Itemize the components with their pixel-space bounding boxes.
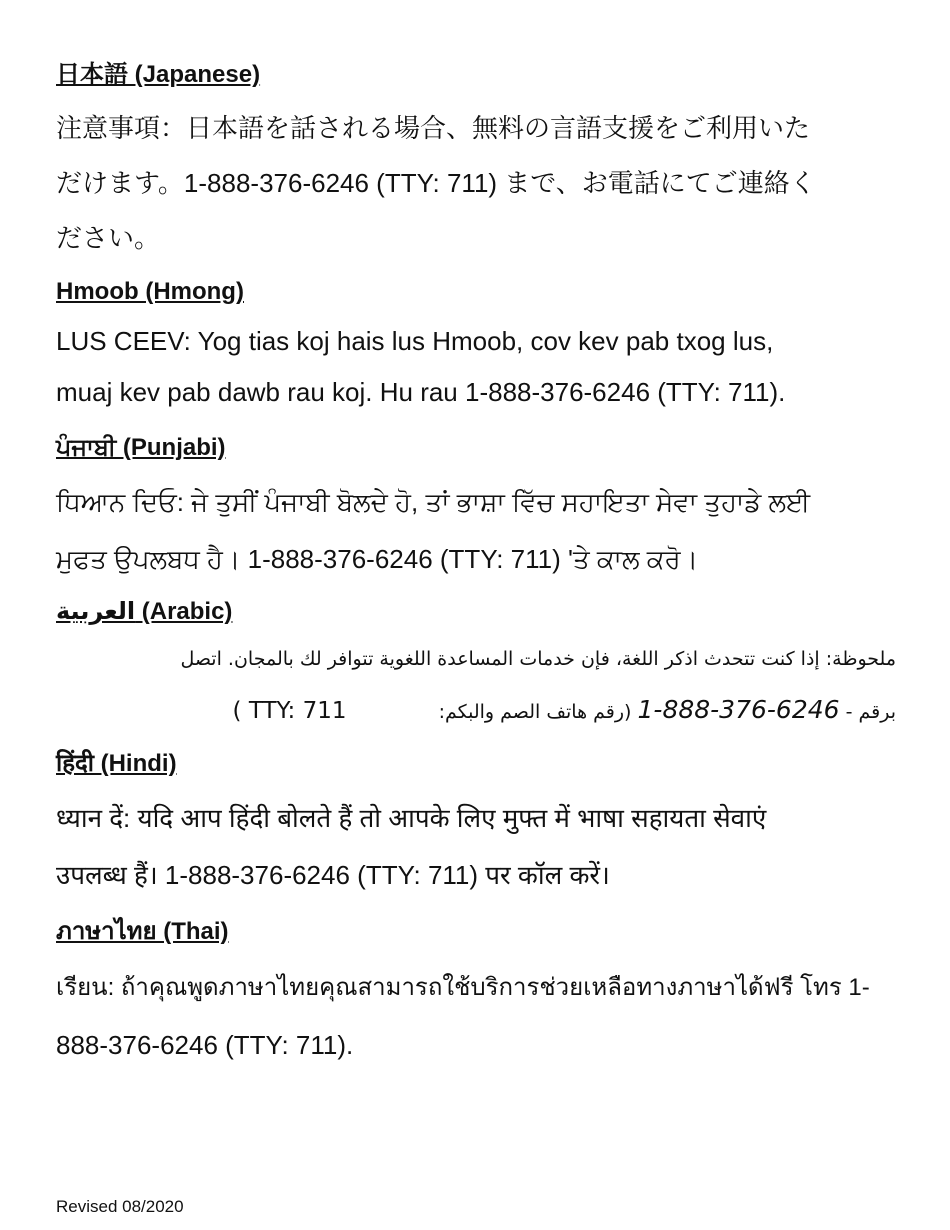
thai-line-2: 888-376-6246 (TTY: 711). <box>56 1030 354 1060</box>
heading-thai: ภาษาไทย (Thai) <box>56 918 229 945</box>
heading-japanese: 日本語 (Japanese) <box>56 61 261 88</box>
arabic-phone-number: 1-888-376-6246 <box>637 695 840 724</box>
arabic-tty-label: (رقم هاتف الصم والبكم: <box>438 701 632 723</box>
arabic-tty-number: ( TTY: 711 <box>232 698 347 724</box>
heading-hmong: Hmoob (Hmong) <box>56 278 244 305</box>
japanese-line-3: ださい。 <box>56 223 161 253</box>
heading-arabic: العربية (Arabic) <box>56 598 233 625</box>
arabic-line-1: ملحوظة: إذا كنت تتحدث اذكر اللغة، فإن خدمات المساعدة اللغوية تتوافر لك بالمجان. اتصل <box>180 648 896 670</box>
heading-hindi: हिंदी (Hindi) <box>56 750 177 777</box>
arabic-line-2 <box>233 695 896 727</box>
thai-line-1: เรียน: ถ้าคุณพูดภาษาไทยคุณสามารถใช้บริการช่วยเหลือทางภาษาได้ฟรี โทร 1- <box>56 974 870 1001</box>
punjabi-line-2: ਮੁਫਤ ਉਪਲਬਧ ਹੈ। 1-888-376-6246 (TTY: 711) 'ਤੇ ਕਾਲ ਕਰੋ। <box>56 544 699 574</box>
hmong-line-2: muaj kev pab dawb rau koj. Hu rau 1-888-376-6246 (TTY: 711). <box>56 377 786 407</box>
hindi-line-1: ध्यान दें: यदि आप हिंदी बोलते हैं तो आपके लिए मुफ्त में भाषा सहायता सेवाएं <box>56 803 767 833</box>
hmong-line-1: LUS CEEV: Yog tias koj hais lus Hmoob, cov kev pab txog lus, <box>56 326 774 356</box>
japanese-line-1: 注意事項：日本語を話される場合、無料の言語支援をご利用いた <box>56 113 811 143</box>
heading-punjabi: ਪੰਜਾਬੀ (Punjabi) <box>56 434 226 461</box>
arabic-call-prefix: برقم - <box>845 701 896 723</box>
punjabi-line-1: ਧਿਆਨ ਦਿਓ: ਜੇ ਤੁਸੀਂ ਪੰਜਾਬੀ ਬੋਲਦੇ ਹੋ, ਤਾਂ ਭਾਸ਼ਾ ਵਿੱਚ ਸਹਾਇਤਾ ਸੇਵਾ ਤੁਹਾਡੇ ਲਈ <box>56 487 811 517</box>
hindi-line-2: उपलब्ध हैं। 1-888-376-6246 (TTY: 711) पर कॉल करें। <box>56 860 610 890</box>
japanese-line-2: だけます。1-888-376-6246 (TTY: 711) まで、お電話にてご連絡く <box>56 168 816 198</box>
revision-date: Revised 08/2020 <box>56 1197 184 1216</box>
